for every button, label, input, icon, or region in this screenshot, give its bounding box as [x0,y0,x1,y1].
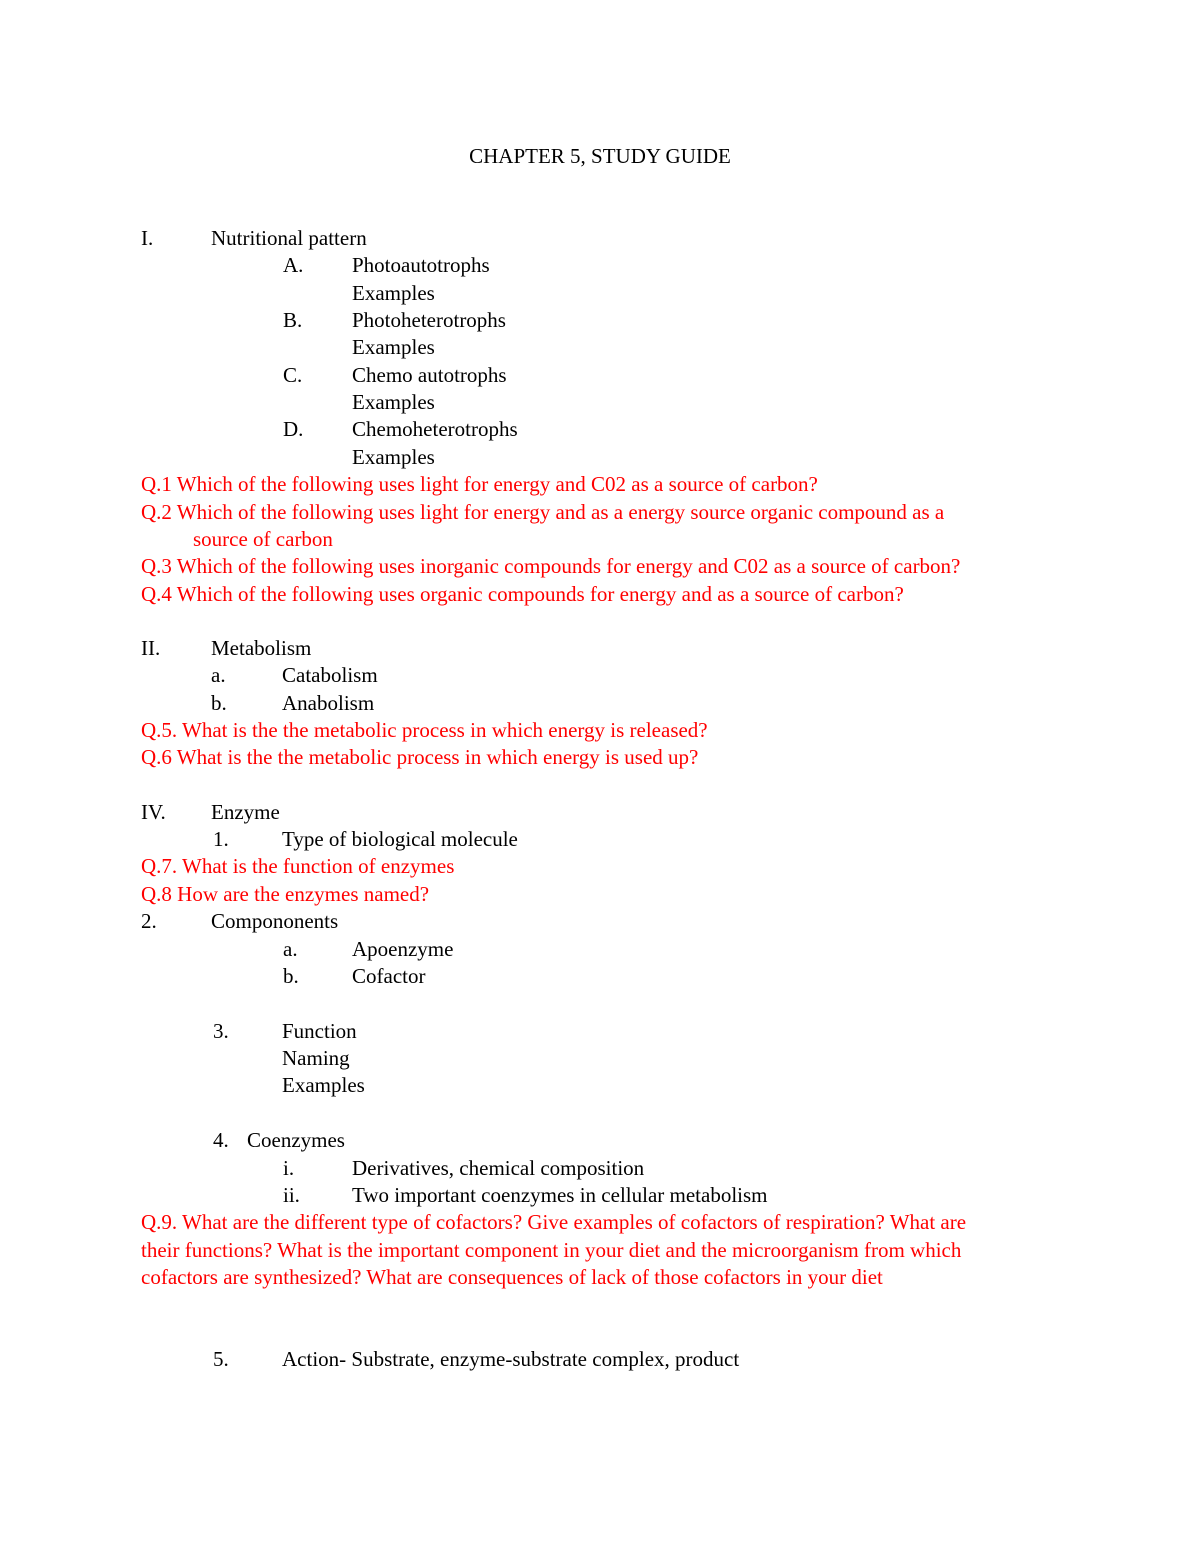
question-5: Q.5. What is the the metabolic process in which energy is released? [141,718,708,742]
page-title: CHAPTER 5, STUDY GUIDE [469,144,731,168]
question-4: Q.4 Which of the following uses organic compounds for energy and as a source of carbon? [141,582,904,606]
section-marker-1: I. [141,226,154,250]
list-marker: 1. [213,827,229,851]
question-3: Q.3 Which of the following uses inorganic compounds for energy and C02 as a source of carbon? [141,554,961,578]
list-marker: i. [283,1156,295,1180]
list-marker: A. [283,253,304,277]
section-marker-2: II. [141,636,161,660]
list-marker: 5. [213,1347,229,1371]
list-item: Photoautotrophs [352,253,490,277]
list-marker: b. [211,691,227,715]
list-marker: B. [283,308,303,332]
list-item: Function [282,1019,357,1043]
list-marker: ii. [283,1183,300,1207]
question-9-line-2: their functions? What is the important component in your diet and the microorganism from which [141,1238,962,1262]
list-item: Photoheterotrophs [352,308,506,332]
question-2-continued: source of carbon [193,527,333,551]
list-marker: C. [283,363,303,387]
list-item: Action- Substrate, enzyme-substrate complex, product [282,1347,740,1371]
question-1: Q.1 Which of the following uses light for energy and C02 as a source of carbon? [141,472,818,496]
question-2: Q.2 Which of the following uses light for energy and as a energy source organic compound as a [141,500,945,524]
list-item: Type of biological molecule [282,827,518,851]
list-marker: a. [211,663,226,687]
question-9-line-3: cofactors are synthesized? What are consequences of lack of those cofactors in your diet [141,1265,883,1289]
list-marker: 3. [213,1019,229,1043]
list-item: Derivatives, chemical composition [352,1156,645,1180]
list-item-sub: Naming [282,1046,350,1070]
list-marker: 2. [141,909,157,933]
section-heading-metabolism: Metabolism [211,636,312,660]
list-marker: 4. [213,1128,229,1152]
list-item-sub: Examples [352,281,435,305]
list-item: Chemo autotrophs [352,363,507,387]
question-6: Q.6 What is the the metabolic process in which energy is used up? [141,745,699,769]
list-item: Apoenzyme [352,937,454,961]
list-item-sub: Examples [352,390,435,414]
list-item: Chemoheterotrophs [352,417,518,441]
list-item: Catabolism [282,663,378,687]
list-item-sub: Examples [352,335,435,359]
list-marker: b. [283,964,299,988]
list-item-sub: Examples [352,445,435,469]
section-marker-4: IV. [141,800,166,824]
list-item-sub: Examples [282,1073,365,1097]
list-item: Two important coenzymes in cellular metabolism [352,1183,768,1207]
section-heading-nutritional-pattern: Nutritional pattern [211,226,367,250]
list-item: Anabolism [282,691,375,715]
list-item: Coenzymes [247,1128,345,1152]
question-9-line-1: Q.9. What are the different type of cofactors? Give examples of cofactors of respiration? What are [141,1210,967,1234]
list-marker: D. [283,417,304,441]
list-item: Cofactor [352,964,426,988]
question-7: Q.7. What is the function of enzymes [141,854,455,878]
question-8: Q.8 How are the enzymes named? [141,882,430,906]
list-marker: a. [283,937,298,961]
list-item: Compononents [211,909,339,933]
section-heading-enzyme: Enzyme [211,800,280,824]
